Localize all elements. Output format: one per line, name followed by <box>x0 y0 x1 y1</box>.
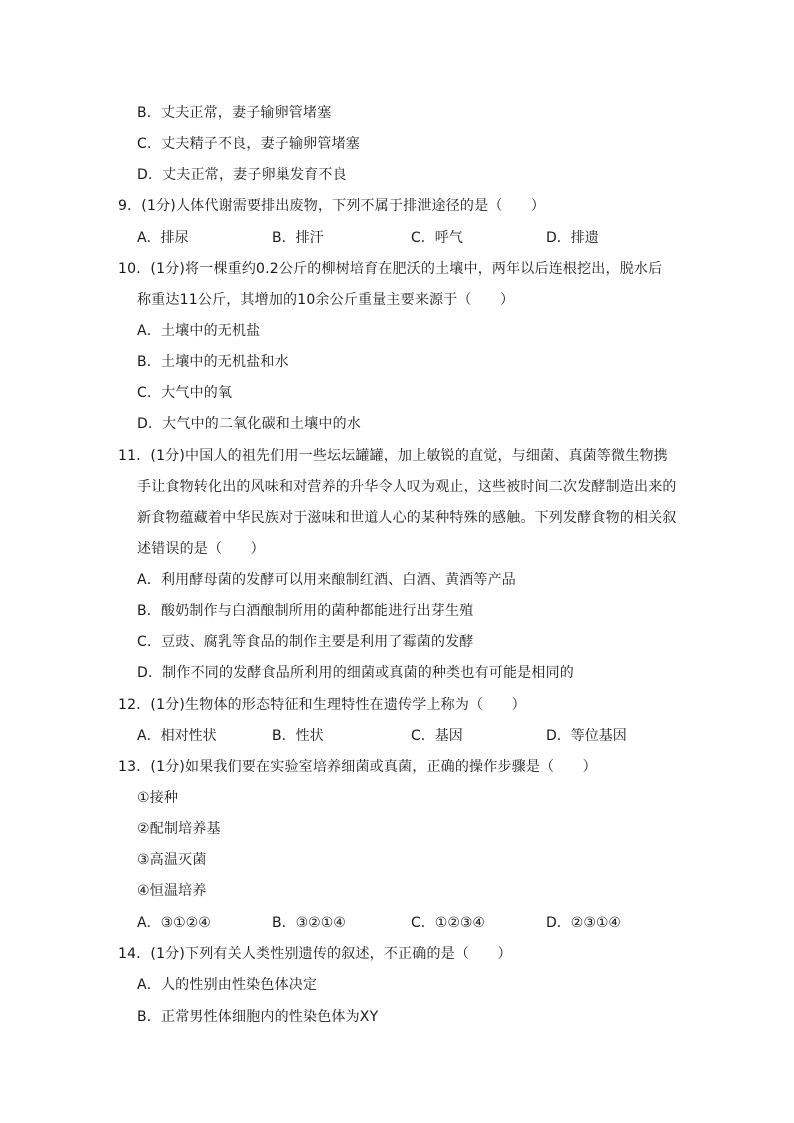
q13-options <box>0 913 794 933</box>
q13-option-d: D．②③①④ <box>546 915 621 931</box>
q12-options <box>0 726 794 746</box>
q8-option-c: C．丈夫精子不良，妻子输卵管堵塞 <box>137 136 360 152</box>
q11-option-a: A．利用酵母菌的发酵可以用来酿制红酒、白酒、黄酒等产品 <box>137 572 516 588</box>
q10-stem-line-1: 10．(1分)将一棵重约0.2公斤的柳树培育在肥沃的土壤中，两年以后连根挖出，脱水后 <box>118 261 663 277</box>
q9-option-c: C．呼气 <box>411 230 463 246</box>
q11-stem-line-2: 手让食物转化出的风味和对营养的升华令人叹为观止，这些被时间二次发酵制造出来的 <box>137 479 677 495</box>
q9-option-a: A．排尿 <box>137 230 189 246</box>
q12-option-a: A．相对性状 <box>137 728 217 744</box>
q13-step-2: ②配制培养基 <box>137 821 221 837</box>
q14-stem: 14．(1分)下列有关人类性别遗传的叙述，不正确的是（ ） <box>118 946 512 962</box>
q14-option-b: B．正常男性体细胞内的性染色体为XY <box>137 1009 379 1025</box>
q11-option-b: B．酸奶制作与白酒酿制所用的菌种都能进行出芽生殖 <box>137 603 474 619</box>
q13-step-4: ④恒温培养 <box>137 883 207 899</box>
q13-stem: 13．(1分)如果我们要在实验室培养细菌或真菌，正确的操作步骤是（ ） <box>118 759 597 775</box>
q12-stem: 12．(1分)生物体的形态特征和生理特性在遗传学上称为（ ） <box>118 697 526 713</box>
q11-option-c: C．豆豉、腐乳等食品的制作主要是利用了霉菌的发酵 <box>137 634 474 650</box>
q9-options <box>0 228 794 248</box>
q10-option-c: C．大气中的氧 <box>137 385 233 401</box>
q13-option-b: B．③②①④ <box>272 915 346 931</box>
q13-option-a: A．③①②④ <box>137 915 211 931</box>
q12-option-c: C．基因 <box>411 728 463 744</box>
q8-option-d: D．丈夫正常，妻子卵巢发育不良 <box>137 167 347 183</box>
q9-option-d: D．排遗 <box>546 230 599 246</box>
q8-option-b: B．丈夫正常，妻子输卵管堵塞 <box>137 105 332 121</box>
q13-step-1: ①接种 <box>137 790 179 806</box>
q10-option-a: A．土壤中的无机盐 <box>137 323 261 339</box>
q10-stem-line-2: 称重达11公斤，其增加的10余公斤重量主要来源于（ ） <box>137 292 515 308</box>
q11-stem-line-4: 述错误的是（ ） <box>137 541 265 557</box>
q13-option-c: C．①②③④ <box>411 915 485 931</box>
q9-option-b: B．排汗 <box>272 230 324 246</box>
q11-option-d: D．制作不同的发酵食品所利用的细菌或真菌的种类也有可能是相同的 <box>137 665 574 681</box>
q14-option-a: A．人的性别由性染色体决定 <box>137 977 318 993</box>
q11-stem-line-3: 新食物蕴藏着中华民族对于滋味和世道人心的某种特殊的感触。下列发酵食物的相关叙 <box>137 510 677 526</box>
q13-step-3: ③高温灭菌 <box>137 852 207 868</box>
q12-option-b: B．性状 <box>272 728 324 744</box>
q9-stem: 9．(1分)人体代谢需要排出废物，下列不属于排泄途径的是（ ） <box>118 198 546 214</box>
q11-stem-line-1: 11．(1分)中国人的祖先们用一些坛坛罐罐，加上敏锐的直觉，与细菌、真菌等微生物携 <box>118 448 668 464</box>
q10-option-b: B．土壤中的无机盐和水 <box>137 354 289 370</box>
q10-option-d: D．大气中的二氧化碳和土壤中的水 <box>137 416 361 432</box>
q12-option-d: D．等位基因 <box>546 728 627 744</box>
